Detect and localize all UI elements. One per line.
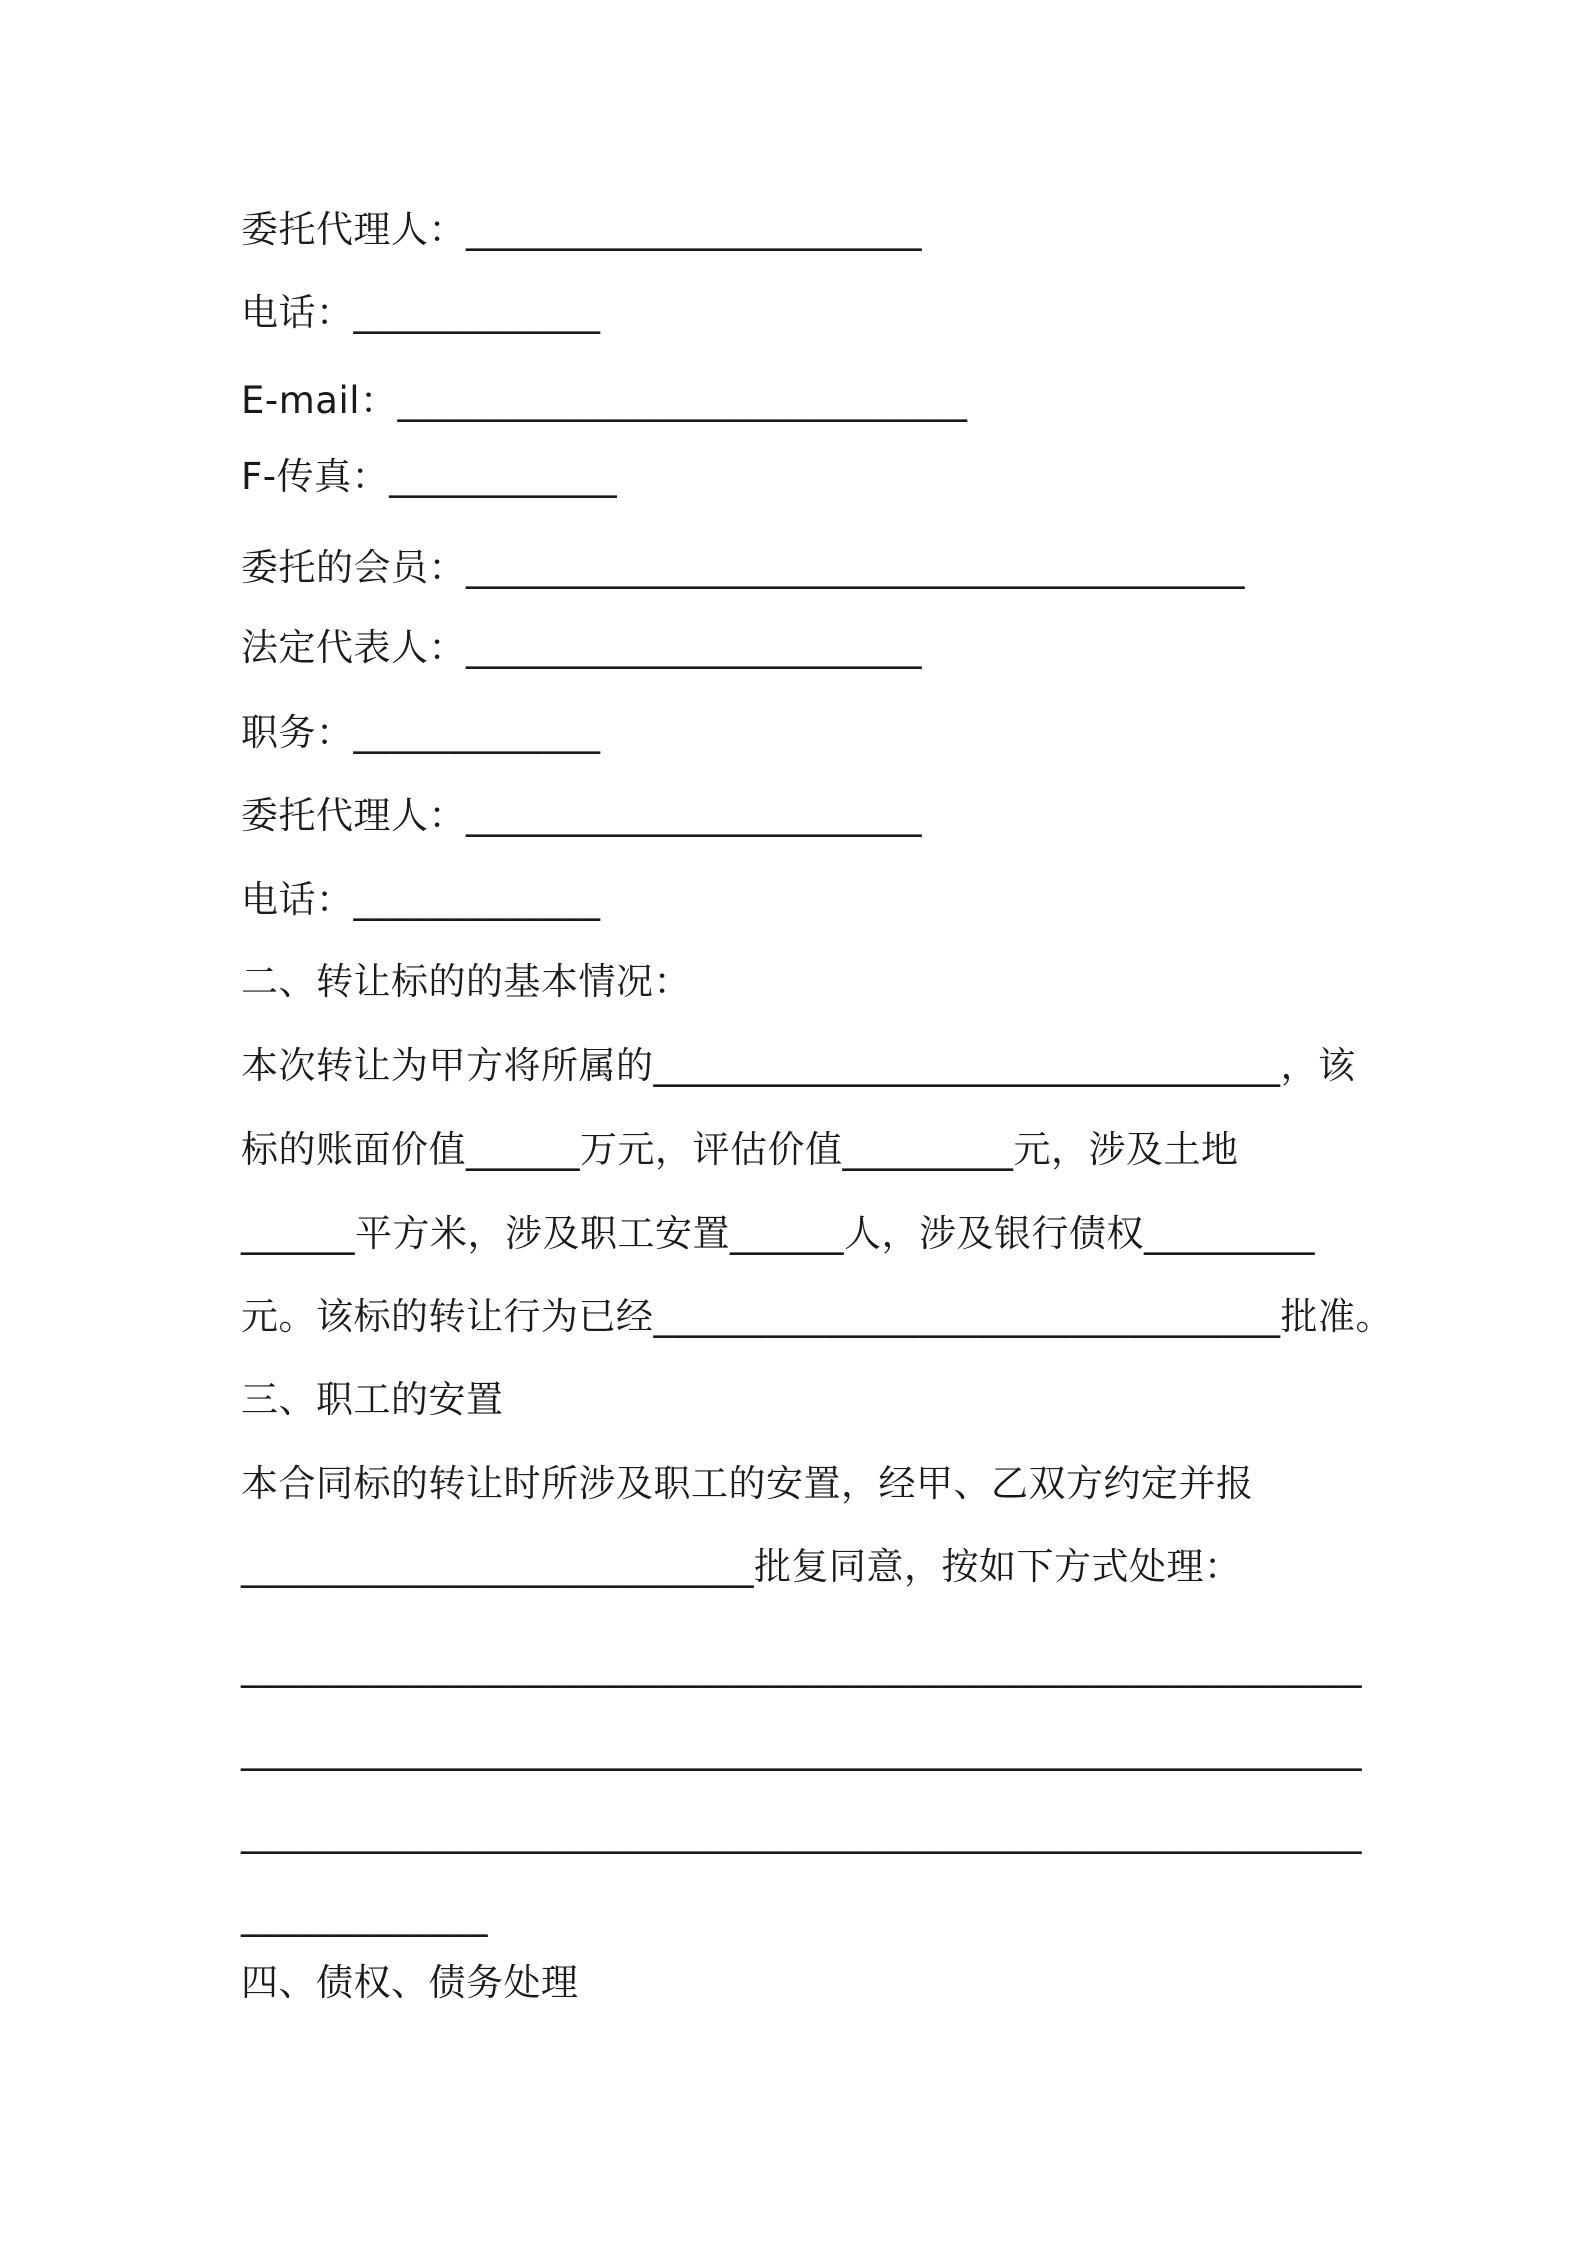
legal-rep-line: 法定代表人：________________________ (241, 626, 922, 669)
paragraph-line-4: 元。该标的转让行为已经_________________________________批准。 (241, 1295, 1393, 1338)
blank-line-4: _____________ (241, 1894, 488, 1937)
blank-line-2: ___________________________________________________________ (241, 1728, 1362, 1771)
paragraph-line-3: ______平方米，涉及职工安置______人，涉及银行债权_________ (241, 1212, 1315, 1255)
paragraph-line-6: ___________________________批复同意，按如下方式处理： (241, 1545, 1242, 1588)
phone-line: 电话：_____________ (241, 291, 601, 334)
member-line: 委托的会员：_________________________________________ (241, 546, 1245, 589)
section-heading-4: 四、债权、债务处理 (241, 1961, 579, 2004)
agent-line-2: 委托代理人：________________________ (241, 794, 922, 837)
paragraph-line-2: 标的账面价值______万元，评估价值_________元，涉及土地 (241, 1128, 1239, 1171)
paragraph-line-1: 本次转让为甲方将所属的_________________________________，该 (241, 1044, 1356, 1087)
blank-line-3: ___________________________________________________________ (241, 1811, 1362, 1854)
phone-line-2: 电话：_____________ (241, 878, 601, 921)
agent-line: 委托代理人：________________________ (241, 208, 922, 251)
section-heading-3: 三、职工的安置 (241, 1378, 504, 1421)
blank-line-1: ___________________________________________________________ (241, 1645, 1362, 1688)
fax-line: F-传真：____________ (241, 455, 618, 498)
email-line: E-mail：______________________________ (241, 379, 968, 422)
section-heading-2: 二、转让标的的基本情况： (241, 960, 691, 1003)
paragraph-line-5: 本合同标的转让时所涉及职工的安置，经甲、乙双方约定并报 (241, 1462, 1254, 1505)
position-line: 职务：_____________ (241, 711, 601, 754)
